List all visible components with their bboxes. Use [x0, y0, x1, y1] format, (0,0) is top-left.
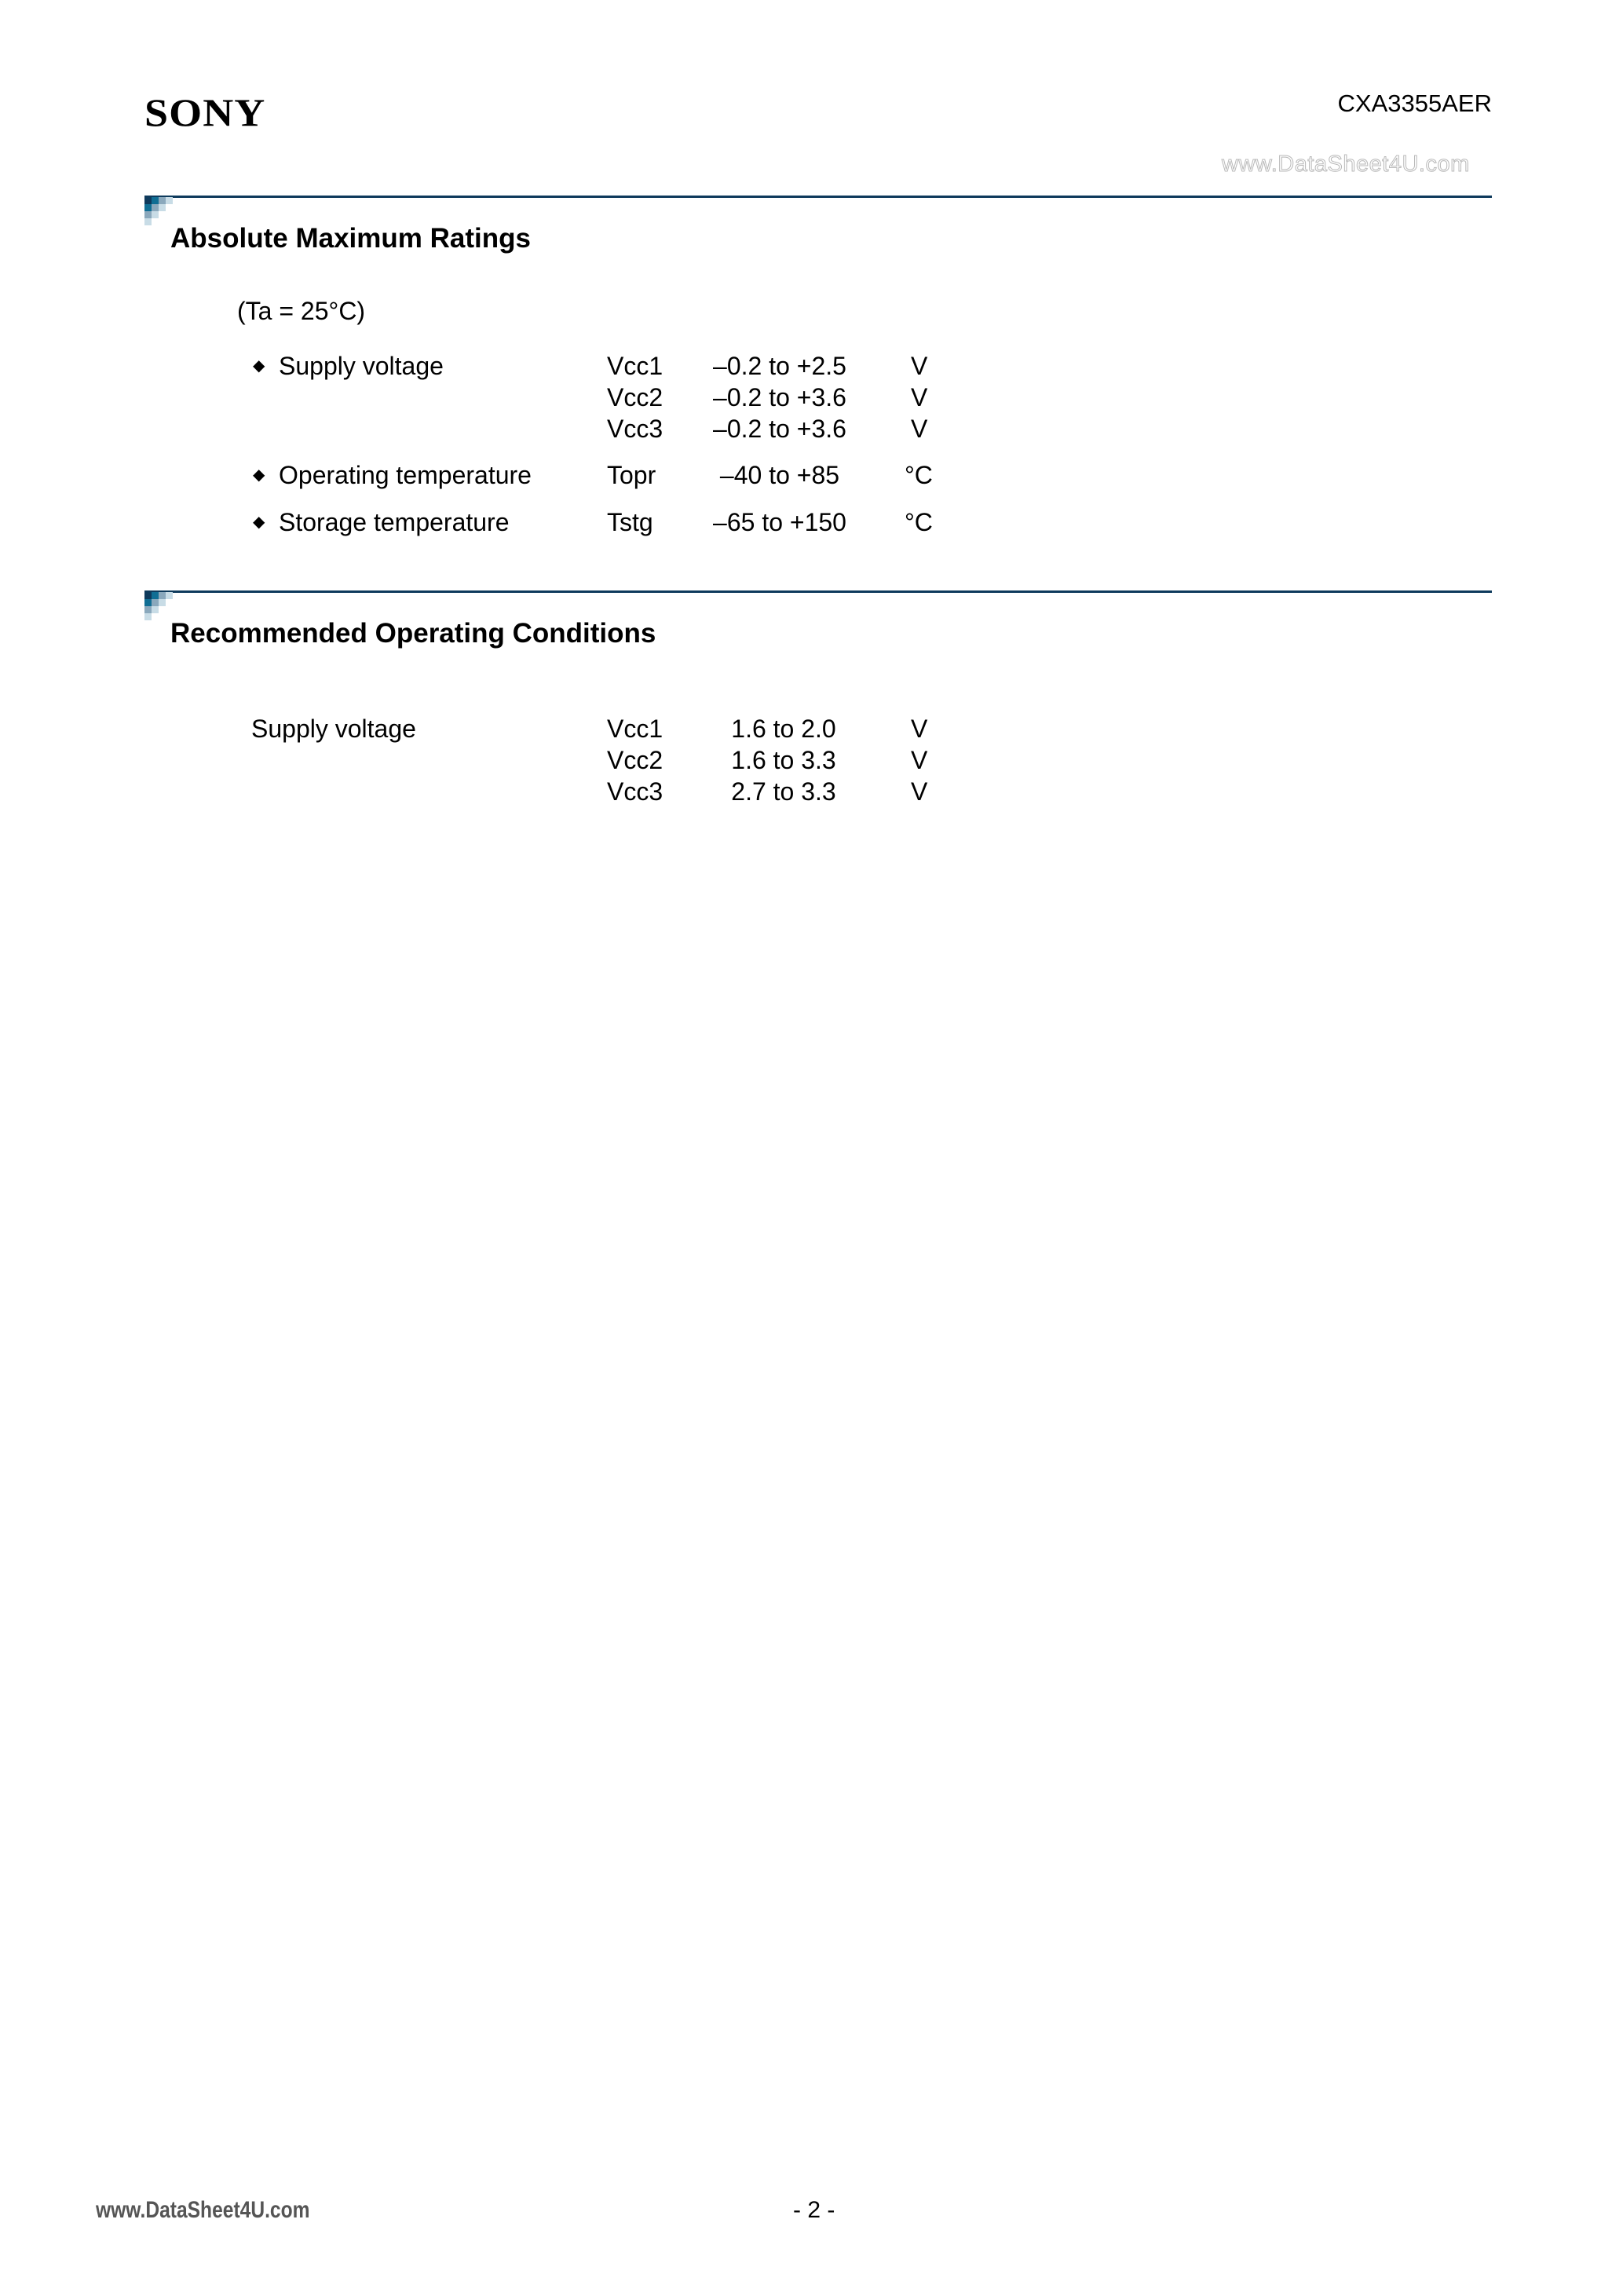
row-label: Operating temperature	[279, 461, 532, 489]
diamond-bullet-icon: ◆	[253, 514, 265, 531]
row-symbol: Vcc2	[607, 746, 663, 774]
diamond-bullet-icon: ◆	[253, 466, 265, 484]
footer-watermark-link[interactable]: www.DataSheet4U.com	[96, 2197, 310, 2223]
section-rule	[144, 590, 1492, 593]
section-marker-icon	[144, 592, 173, 622]
row-symbol: Vcc1	[607, 715, 663, 743]
row-unit: V	[911, 746, 928, 774]
row-symbol: Tstg	[607, 508, 653, 536]
row-unit: °C	[905, 461, 933, 489]
row-unit: V	[911, 715, 928, 743]
header-watermark-link[interactable]: www.DataSheet4U.com	[1222, 152, 1470, 177]
row-value: –65 to +150	[713, 508, 846, 536]
row-value: –0.2 to +3.6	[713, 415, 846, 443]
diamond-bullet-icon: ◆	[253, 357, 265, 375]
row-value: 1.6 to 3.3	[731, 746, 836, 774]
row-symbol: Vcc2	[607, 383, 663, 411]
condition-note: (Ta = 25°C)	[237, 297, 366, 325]
row-unit: °C	[905, 508, 933, 536]
page-number: - 2 -	[793, 2197, 835, 2223]
section-title-recommended-operating-conditions: Recommended Operating Conditions	[170, 618, 656, 649]
row-value: –0.2 to +3.6	[713, 383, 846, 411]
row-unit: V	[911, 383, 928, 411]
row-value: 1.6 to 2.0	[731, 715, 836, 743]
row-symbol: Topr	[607, 461, 656, 489]
row-symbol: Vcc3	[607, 415, 663, 443]
section-title-absolute-maximum-ratings: Absolute Maximum Ratings	[170, 223, 531, 254]
row-unit: V	[911, 777, 928, 806]
row-unit: V	[911, 415, 928, 443]
row-value: –40 to +85	[719, 461, 840, 489]
sony-logo: SONY	[144, 90, 266, 134]
section-marker-icon	[144, 197, 173, 227]
row-label: Supply voltage	[251, 715, 416, 743]
row-label: Supply voltage	[279, 352, 444, 380]
row-symbol: Vcc3	[607, 777, 663, 806]
row-value: –0.2 to +2.5	[713, 352, 846, 380]
row-value: 2.7 to 3.3	[731, 777, 836, 806]
row-unit: V	[911, 352, 928, 380]
row-label: Storage temperature	[279, 508, 510, 536]
part-number: CXA3355AER	[1337, 90, 1492, 117]
section-rule	[144, 196, 1492, 198]
row-symbol: Vcc1	[607, 352, 663, 380]
